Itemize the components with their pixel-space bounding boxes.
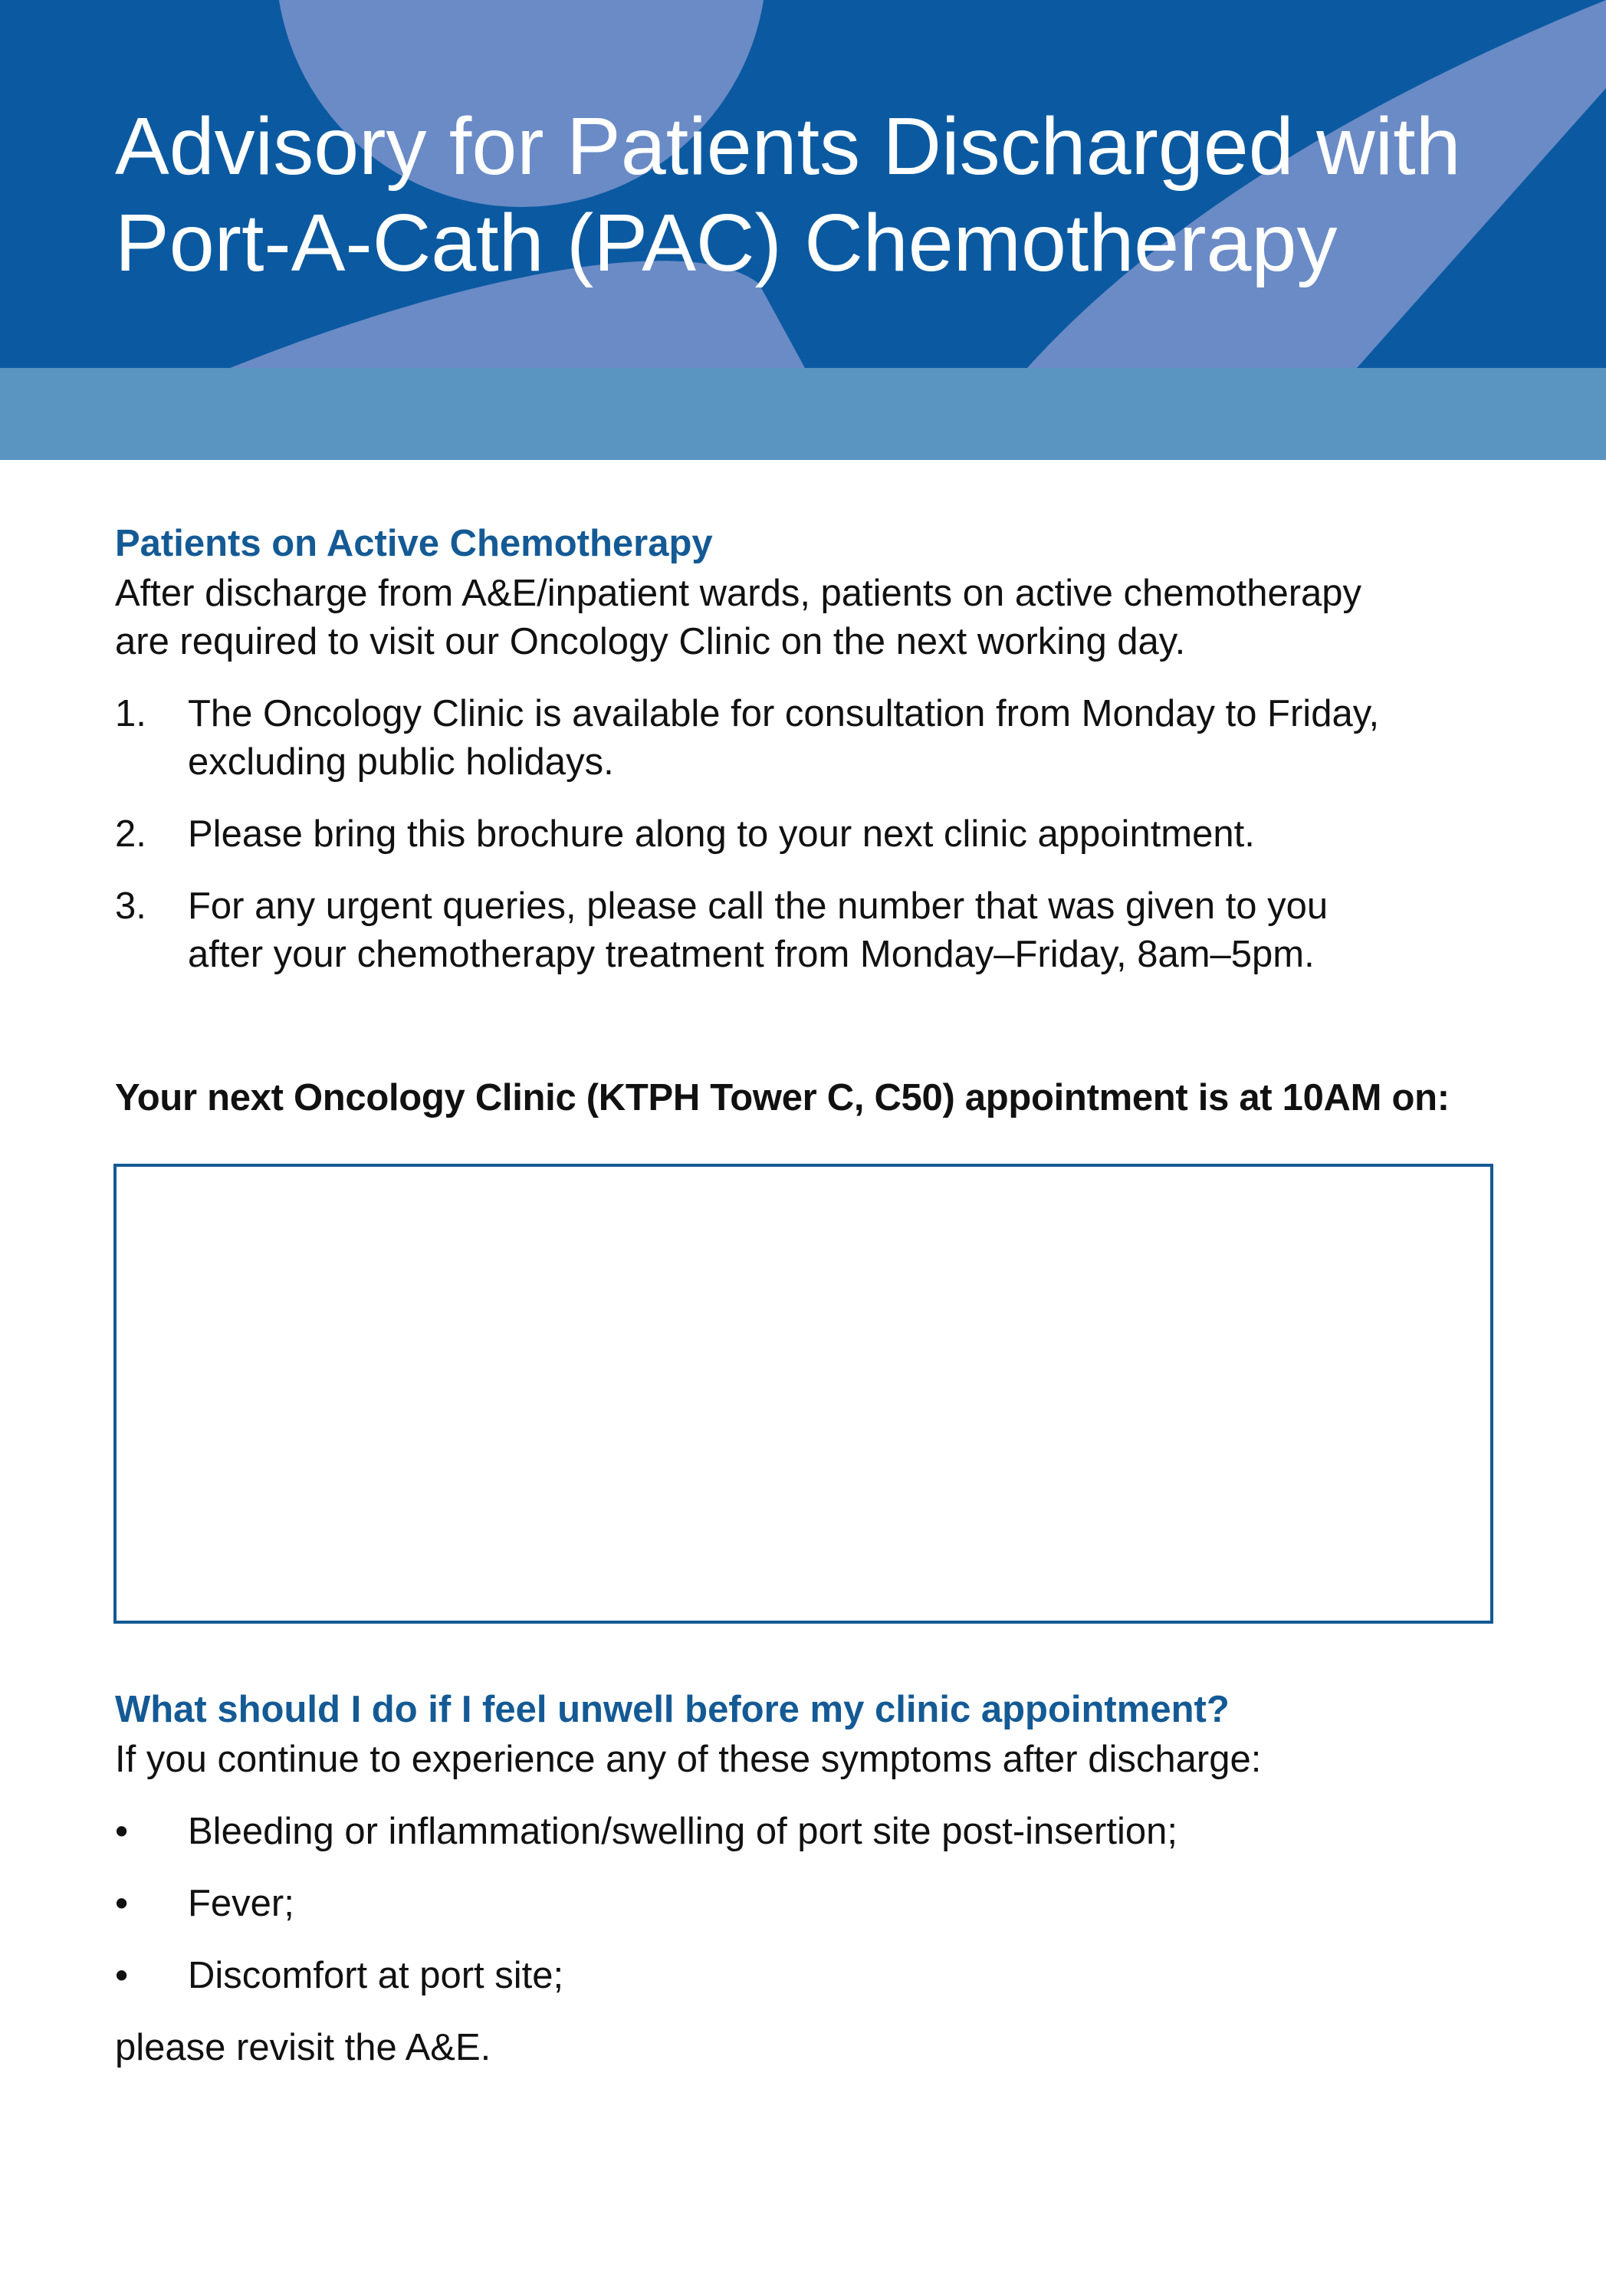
list-item-text-line-1: Please bring this brochure along to your next clinic appointment. [188, 813, 1255, 855]
list-item-text-line-1: For any urgent queries, please call the number that was given to you [188, 885, 1328, 927]
appointment-date-box[interactable] [113, 1164, 1493, 1624]
page-title-line-1: Advisory for Patients Discharged with [115, 101, 1461, 192]
bullet-marker: • [115, 1811, 129, 1852]
list-item-number: 2. [115, 813, 146, 855]
list-item [115, 690, 1556, 787]
list-item-text-line-2: excluding public holidays. [188, 741, 614, 783]
unwell-heading: What should I do if I feel unwell before my clinic appointment? [115, 1689, 1230, 1730]
header-strip [0, 368, 1606, 460]
symptom-list [115, 1808, 1556, 2000]
list-item-number: 1. [115, 693, 146, 734]
list-item [115, 1808, 1556, 1856]
page-title-line-2: Port-A-Cath (PAC) Chemotherapy [115, 198, 1338, 288]
list-item [115, 810, 1556, 859]
closing-instruction: please revisit the A&E. [115, 2027, 491, 2068]
active-chemo-list [115, 690, 1556, 979]
active-chemo-intro-line-2: are required to visit our Oncology Clinic on the next working day. [115, 621, 1186, 662]
list-item [115, 1880, 1556, 1928]
list-item-text: Bleeding or inflammation/swelling of port site post-insertion; [188, 1811, 1177, 1852]
active-chemo-intro [115, 570, 1541, 666]
list-item-text-line-2: after your chemotherapy treatment from Monday–Friday, 8am–5pm. [188, 934, 1315, 975]
list-item-text-line-1: The Oncology Clinic is available for consultation from Monday to Friday, [188, 693, 1380, 734]
list-item-text: Fever; [188, 1883, 294, 1924]
active-chemo-heading: Patients on Active Chemotherapy [115, 523, 713, 564]
bullet-marker: • [115, 1883, 129, 1924]
list-item-number: 3. [115, 885, 146, 927]
page-title [115, 98, 1556, 291]
list-item [115, 882, 1556, 979]
active-chemo-intro-line-1: After discharge from A&E/inpatient wards, patients on active chemotherapy [115, 573, 1362, 614]
appointment-label: Your next Oncology Clinic (KTPH Tower C, C50) appointment is at 10AM on: [115, 1077, 1450, 1118]
bullet-marker: • [115, 1955, 129, 1996]
list-item [115, 1952, 1556, 2000]
header-banner [0, 0, 1606, 368]
unwell-intro: If you continue to experience any of these symptoms after discharge: [115, 1739, 1262, 1780]
list-item-text: Discomfort at port site; [188, 1955, 564, 1996]
